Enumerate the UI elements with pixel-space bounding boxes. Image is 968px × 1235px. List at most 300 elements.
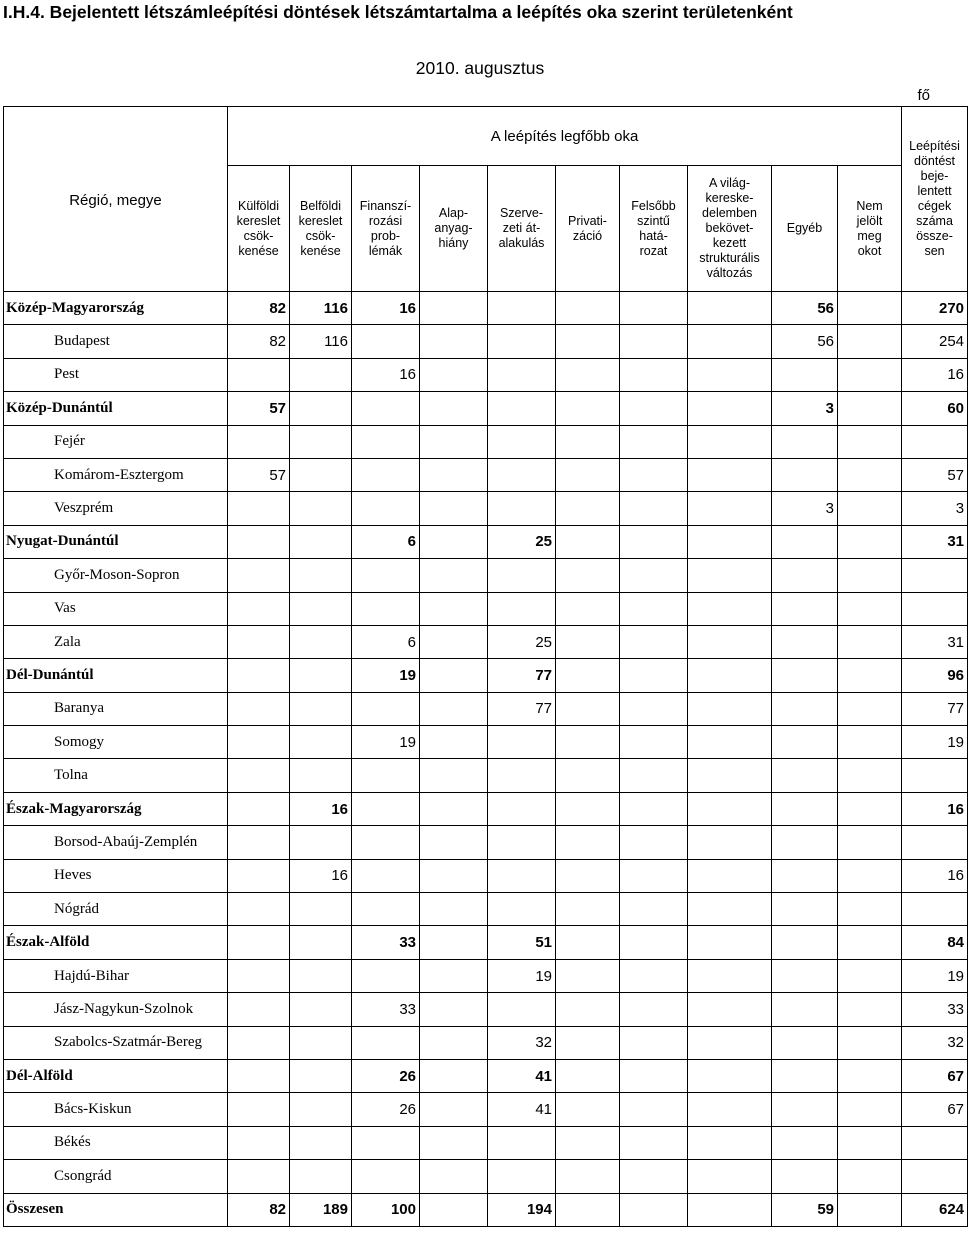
table-cell: 77: [488, 692, 556, 725]
table-cell: [838, 759, 902, 792]
page-title: I.H.4. Bejelentett létszámleépítési döntések létszámtartalma a leépítés oka szerint területenként: [3, 2, 793, 22]
table-cell: [556, 1093, 620, 1126]
table-cell: [902, 826, 968, 859]
table-cell: [772, 759, 838, 792]
table-row: [4, 759, 968, 792]
table-cell: [228, 926, 290, 959]
table-cell: 3: [772, 392, 838, 425]
table-cell: [838, 1093, 902, 1126]
table-cell: [352, 1126, 420, 1159]
table-cell: 19: [352, 659, 420, 692]
table-cell: [772, 358, 838, 391]
table-cell: [556, 1059, 620, 1092]
region-name: Összesen: [4, 1193, 228, 1226]
table-cell: 19: [902, 726, 968, 759]
table-cell: [772, 993, 838, 1026]
table-cell: [772, 1093, 838, 1126]
table-cell: [772, 425, 838, 458]
table-cell: [352, 859, 420, 892]
table-cell: [488, 458, 556, 491]
table-cell: [228, 1059, 290, 1092]
column-header-higher-decision: Felsőbb szintű hatá- rozat: [620, 166, 688, 292]
table-cell: [488, 826, 556, 859]
table-cell: [838, 1126, 902, 1159]
region-name: Nyugat-Dunántúl: [4, 525, 228, 558]
table-row: [4, 325, 968, 358]
table-cell: [838, 292, 902, 325]
county-name: Hajdú-Bihar: [4, 959, 228, 992]
table-cell: [838, 559, 902, 592]
table-row: [4, 392, 968, 425]
table-cell: [620, 458, 688, 491]
table-cell: [620, 392, 688, 425]
table-cell: 26: [352, 1093, 420, 1126]
column-header-no-reason: Nem jelölt meg okot: [838, 166, 902, 292]
table-cell: [688, 1193, 772, 1226]
table-cell: [620, 659, 688, 692]
table-cell: [228, 592, 290, 625]
table-cell: [556, 993, 620, 1026]
table-cell: [420, 926, 488, 959]
table-cell: [772, 625, 838, 658]
table-cell: [556, 559, 620, 592]
table-cell: [620, 926, 688, 959]
table-cell: [620, 625, 688, 658]
table-cell: [688, 525, 772, 558]
table-cell: [228, 792, 290, 825]
table-cell: [688, 559, 772, 592]
table-cell: [688, 826, 772, 859]
column-header-domestic-demand: Belföldi kereslet csök- kenése: [290, 166, 352, 292]
table-cell: [772, 1026, 838, 1059]
table-row: [4, 592, 968, 625]
table-cell: [228, 859, 290, 892]
table-row: [4, 559, 968, 592]
table-cell: [772, 826, 838, 859]
table-cell: 16: [352, 292, 420, 325]
table-cell: [620, 859, 688, 892]
table-row: [4, 358, 968, 391]
table-cell: 16: [290, 792, 352, 825]
table-cell: [772, 525, 838, 558]
table-cell: [688, 1093, 772, 1126]
table-cell: [290, 592, 352, 625]
table-cell: [838, 492, 902, 525]
table-cell: [352, 425, 420, 458]
table-cell: 270: [902, 292, 968, 325]
table-cell: 116: [290, 292, 352, 325]
table-cell: [772, 792, 838, 825]
table-cell: [838, 1059, 902, 1092]
table-cell: [620, 893, 688, 926]
layoff-table: [3, 106, 968, 1227]
table-cell: [420, 1160, 488, 1193]
table-cell: [772, 926, 838, 959]
table-cell: [620, 559, 688, 592]
table-cell: [620, 492, 688, 525]
county-name: Tolna: [4, 759, 228, 792]
table-cell: [688, 1059, 772, 1092]
table-cell: [688, 492, 772, 525]
table-cell: [420, 692, 488, 725]
table-cell: [488, 559, 556, 592]
table-cell: [290, 392, 352, 425]
table-cell: [352, 792, 420, 825]
county-name: Veszprém: [4, 492, 228, 525]
table-cell: [620, 1160, 688, 1193]
county-name: Szabolcs-Szatmár-Bereg: [4, 1026, 228, 1059]
table-row: [4, 292, 968, 325]
table-cell: [556, 1193, 620, 1226]
table-cell: [352, 1026, 420, 1059]
table-row: [4, 826, 968, 859]
county-name: Budapest: [4, 325, 228, 358]
table-row: [4, 1126, 968, 1159]
table-cell: 16: [352, 358, 420, 391]
table-cell: [556, 926, 620, 959]
table-cell: [420, 392, 488, 425]
table-cell: [838, 692, 902, 725]
table-cell: 116: [290, 325, 352, 358]
table-cell: 31: [902, 625, 968, 658]
table-cell: [228, 492, 290, 525]
table-cell: [420, 358, 488, 391]
table-cell: [556, 659, 620, 692]
table-cell: [420, 559, 488, 592]
table-cell: [488, 325, 556, 358]
table-cell: [838, 592, 902, 625]
table-cell: 16: [290, 859, 352, 892]
table-row: [4, 1193, 968, 1226]
table-cell: [290, 525, 352, 558]
table-cell: 624: [902, 1193, 968, 1226]
table-cell: [290, 425, 352, 458]
table-cell: [688, 425, 772, 458]
table-row: [4, 625, 968, 658]
table-cell: [838, 959, 902, 992]
table-cell: 82: [228, 1193, 290, 1226]
table-cell: [838, 1160, 902, 1193]
table-cell: [838, 458, 902, 491]
table-cell: [620, 358, 688, 391]
county-name: Komárom-Esztergom: [4, 458, 228, 491]
table-cell: [556, 859, 620, 892]
county-name: Zala: [4, 625, 228, 658]
county-name: Csongrád: [4, 1160, 228, 1193]
table-cell: [420, 292, 488, 325]
table-cell: [688, 692, 772, 725]
table-cell: 6: [352, 525, 420, 558]
table-cell: [290, 1026, 352, 1059]
region-name: Közép-Dunántúl: [4, 392, 228, 425]
table-row: [4, 926, 968, 959]
county-name: Heves: [4, 859, 228, 892]
table-cell: [688, 292, 772, 325]
table-cell: [772, 692, 838, 725]
table-cell: [556, 1160, 620, 1193]
period-subtitle: 2010. augusztus: [415, 58, 545, 78]
table-cell: [290, 358, 352, 391]
table-cell: [688, 325, 772, 358]
table-row: [4, 659, 968, 692]
region-column-header: Régió, megye: [4, 107, 228, 292]
table-cell: [688, 1026, 772, 1059]
table-cell: [290, 1059, 352, 1092]
table-cell: [688, 659, 772, 692]
table-cell: [420, 1026, 488, 1059]
table-cell: [488, 993, 556, 1026]
table-cell: [620, 726, 688, 759]
table-cell: [620, 826, 688, 859]
table-row: [4, 692, 968, 725]
table-cell: 194: [488, 1193, 556, 1226]
table-cell: [290, 559, 352, 592]
table-cell: 77: [902, 692, 968, 725]
table-row: [4, 959, 968, 992]
table-cell: 67: [902, 1059, 968, 1092]
table-cell: [688, 392, 772, 425]
table-cell: [488, 592, 556, 625]
region-name: Dél-Dunántúl: [4, 659, 228, 692]
table-cell: [420, 625, 488, 658]
table-cell: [488, 893, 556, 926]
column-header-privatization: Privati- záció: [556, 166, 620, 292]
table-cell: [688, 625, 772, 658]
table-cell: 19: [902, 959, 968, 992]
table-cell: [488, 292, 556, 325]
table-cell: [420, 458, 488, 491]
table-cell: [620, 993, 688, 1026]
table-cell: [838, 993, 902, 1026]
county-name: Győr-Moson-Sopron: [4, 559, 228, 592]
table-cell: 16: [902, 859, 968, 892]
table-cell: 57: [228, 458, 290, 491]
table-cell: [290, 1093, 352, 1126]
table-cell: [838, 792, 902, 825]
table-cell: [420, 826, 488, 859]
cause-group-header: A leépítés legfőbb oka: [228, 107, 902, 166]
table-cell: [556, 492, 620, 525]
table-cell: [420, 325, 488, 358]
column-header-financing: Finanszí- rozási prob- lémák: [352, 166, 420, 292]
table-cell: 32: [902, 1026, 968, 1059]
table-cell: [556, 692, 620, 725]
table-cell: 67: [902, 1093, 968, 1126]
county-name: Békés: [4, 1126, 228, 1159]
table-cell: [772, 659, 838, 692]
table-cell: [228, 659, 290, 692]
column-header-world-trade-change: A világ- kereske- delemben bekövet- kezett strukturális változás: [688, 166, 772, 292]
table-row: [4, 425, 968, 458]
table-cell: [290, 726, 352, 759]
table-cell: 56: [772, 292, 838, 325]
table-cell: 6: [352, 625, 420, 658]
table-cell: [352, 559, 420, 592]
table-cell: [228, 993, 290, 1026]
table-cell: [688, 993, 772, 1026]
table-cell: [228, 358, 290, 391]
table-cell: [420, 1193, 488, 1226]
table-cell: [556, 1126, 620, 1159]
table-cell: [290, 625, 352, 658]
table-cell: 57: [228, 392, 290, 425]
table-cell: [620, 292, 688, 325]
table-cell: [688, 859, 772, 892]
table-cell: [556, 592, 620, 625]
table-cell: [290, 458, 352, 491]
table-cell: 59: [772, 1193, 838, 1226]
table-cell: [838, 859, 902, 892]
table-cell: [838, 1193, 902, 1226]
table-cell: 32: [488, 1026, 556, 1059]
table-cell: [290, 492, 352, 525]
table-cell: [620, 1193, 688, 1226]
table-cell: 25: [488, 625, 556, 658]
table-cell: [620, 325, 688, 358]
table-cell: [620, 759, 688, 792]
table-cell: 84: [902, 926, 968, 959]
table-cell: [352, 325, 420, 358]
table-cell: [620, 792, 688, 825]
table-cell: [772, 1126, 838, 1159]
table-cell: 31: [902, 525, 968, 558]
table-row: [4, 1093, 968, 1126]
table-cell: [352, 492, 420, 525]
table-cell: [488, 859, 556, 892]
table-cell: 16: [902, 358, 968, 391]
table-cell: [290, 1160, 352, 1193]
table-cell: [902, 592, 968, 625]
table-cell: 41: [488, 1059, 556, 1092]
table-cell: [488, 425, 556, 458]
table-cell: [772, 1059, 838, 1092]
table-cell: [772, 959, 838, 992]
table-cell: [838, 893, 902, 926]
table-cell: [838, 525, 902, 558]
column-header-total: Leépítési döntést beje- lentett cégek száma össze- sen: [902, 107, 968, 292]
county-name: Baranya: [4, 692, 228, 725]
region-name: Észak-Magyarország: [4, 792, 228, 825]
table-cell: [488, 1126, 556, 1159]
table-cell: [688, 358, 772, 391]
table-cell: [556, 525, 620, 558]
table-cell: [902, 425, 968, 458]
table-cell: [228, 826, 290, 859]
table-cell: [290, 893, 352, 926]
table-cell: 254: [902, 325, 968, 358]
table-cell: [556, 292, 620, 325]
table-cell: 19: [352, 726, 420, 759]
table-cell: [838, 358, 902, 391]
table-cell: [228, 893, 290, 926]
table-cell: [228, 559, 290, 592]
table-cell: [902, 1160, 968, 1193]
table-cell: [902, 893, 968, 926]
table-cell: [420, 959, 488, 992]
table-cell: [228, 759, 290, 792]
table-cell: 3: [772, 492, 838, 525]
table-cell: [488, 358, 556, 391]
table-cell: 57: [902, 458, 968, 491]
table-cell: [620, 692, 688, 725]
table-cell: [620, 425, 688, 458]
region-name: Észak-Alföld: [4, 926, 228, 959]
column-header-reorganization: Szerve- zeti át- alakulás: [488, 166, 556, 292]
table-cell: [838, 392, 902, 425]
table-cell: [420, 1059, 488, 1092]
table-cell: [838, 625, 902, 658]
table-cell: 16: [902, 792, 968, 825]
table-cell: [352, 1160, 420, 1193]
table-cell: 26: [352, 1059, 420, 1092]
table-cell: 33: [902, 993, 968, 1026]
table-cell: [420, 993, 488, 1026]
table-cell: [420, 859, 488, 892]
table-row: [4, 525, 968, 558]
table-cell: [420, 1093, 488, 1126]
table-row: [4, 792, 968, 825]
table-cell: [556, 625, 620, 658]
table-cell: [688, 1160, 772, 1193]
table-cell: [420, 893, 488, 926]
table-cell: [838, 1026, 902, 1059]
table-cell: [556, 425, 620, 458]
table-cell: [902, 1126, 968, 1159]
county-name: Bács-Kiskun: [4, 1093, 228, 1126]
table-cell: [838, 425, 902, 458]
table-cell: [290, 1126, 352, 1159]
table-row: [4, 1059, 968, 1092]
region-name: Közép-Magyarország: [4, 292, 228, 325]
unit-label: fő: [917, 87, 930, 104]
table-cell: 51: [488, 926, 556, 959]
table-cell: [290, 759, 352, 792]
table-cell: [838, 826, 902, 859]
column-header-other: Egyéb: [772, 166, 838, 292]
table-cell: 33: [352, 993, 420, 1026]
table-cell: [772, 726, 838, 759]
table-cell: [420, 592, 488, 625]
table-cell: [556, 1026, 620, 1059]
table-cell: [620, 525, 688, 558]
table-cell: [902, 759, 968, 792]
table-cell: [290, 659, 352, 692]
table-cell: [488, 726, 556, 759]
table-cell: [688, 959, 772, 992]
table-cell: [420, 1126, 488, 1159]
table-cell: [688, 792, 772, 825]
table-cell: [772, 1160, 838, 1193]
table-cell: [620, 592, 688, 625]
table-cell: [556, 325, 620, 358]
table-cell: [556, 392, 620, 425]
table-cell: [228, 726, 290, 759]
table-cell: [352, 392, 420, 425]
table-cell: [420, 659, 488, 692]
table-cell: [228, 525, 290, 558]
table-cell: [556, 726, 620, 759]
column-header-raw-material: Alap- anyag- hiány: [420, 166, 488, 292]
table-cell: [228, 1160, 290, 1193]
table-cell: [838, 325, 902, 358]
table-cell: [290, 692, 352, 725]
table-cell: [420, 525, 488, 558]
table-cell: 82: [228, 325, 290, 358]
table-cell: [290, 926, 352, 959]
table-cell: [620, 1059, 688, 1092]
table-cell: [688, 759, 772, 792]
table-cell: [290, 826, 352, 859]
